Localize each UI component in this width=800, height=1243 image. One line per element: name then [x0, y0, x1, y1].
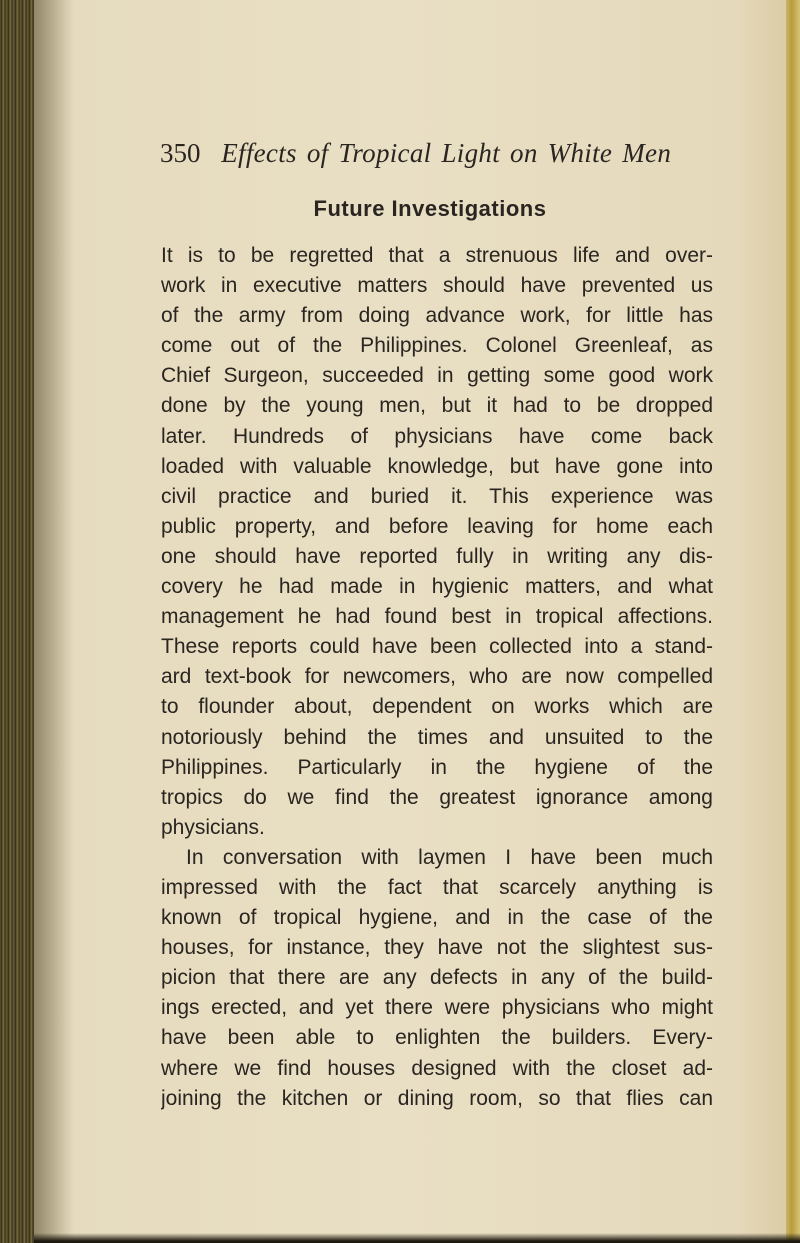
- text-line: tropics do we find the greatest ignorance among: [161, 785, 713, 809]
- text-line: civil practice and buried it. This experience was: [161, 484, 713, 508]
- text-line: of the army from doing advance work, for little has: [161, 304, 713, 328]
- text-line: work in executive matters should have prevented us: [161, 274, 713, 298]
- text-line: covery he had made in hygienic matters, and what: [161, 575, 713, 599]
- page-edge: [786, 0, 800, 1243]
- bottom-edge: [34, 1233, 800, 1243]
- text-line: impressed with the fact that scarcely anything is: [161, 875, 713, 899]
- page-number: 350: [160, 138, 201, 168]
- text-line: known of tropical hygiene, and in the case of the: [161, 906, 713, 930]
- text-line: ard text-book for newcomers, who are now compelled: [161, 665, 713, 689]
- running-header: [160, 138, 700, 178]
- text-line: It is to be regretted that a strenuous life and over-: [161, 244, 713, 267]
- text-line: physicians.: [161, 815, 265, 839]
- section-title: Future Investigations: [313, 196, 547, 221]
- text-line: Philippines. Particularly in the hygiene of the: [161, 755, 713, 779]
- text-line: public property, and before leaving for home each: [161, 514, 713, 538]
- text-line: one should have reported fully in writing any dis-: [161, 544, 713, 568]
- running-title: Effects of Tropical Light on White Men: [221, 138, 672, 168]
- text-line: In conversation with laymen I have been much: [186, 845, 713, 869]
- text-line: loaded with valuable knowledge, but have gone into: [161, 454, 713, 478]
- text-line: to flounder about, dependent on works which are: [161, 695, 713, 719]
- text-line: notoriously behind the times and unsuited to the: [161, 725, 713, 749]
- text-line: have been able to enlighten the builders. Every-: [161, 1026, 713, 1050]
- text-line: done by the young men, but it had to be dropped: [161, 394, 713, 418]
- body-text: [161, 241, 713, 1114]
- text-line: later. Hundreds of physicians have come back: [161, 424, 713, 448]
- text-line: where we find houses designed with the closet ad-: [161, 1056, 713, 1080]
- text-line: These reports could have been collected into a stand-: [161, 635, 713, 659]
- text-line: joining the kitchen or dining room, so that flies can: [161, 1086, 713, 1110]
- text-line: management he had found best in tropical affections.: [161, 605, 713, 629]
- text-line: Chief Surgeon, succeeded in getting some good work: [161, 364, 713, 388]
- text-line: picion that there are any defects in any of the build-: [161, 966, 713, 990]
- text-line: ings erected, and yet there were physicians who might: [161, 996, 713, 1020]
- gutter-shadow: [34, 0, 74, 1243]
- text-line: come out of the Philippines. Colonel Greenleaf, as: [161, 334, 713, 358]
- text-line: houses, for instance, they have not the slightest sus-: [161, 936, 713, 960]
- book-spine-edge: [0, 0, 34, 1243]
